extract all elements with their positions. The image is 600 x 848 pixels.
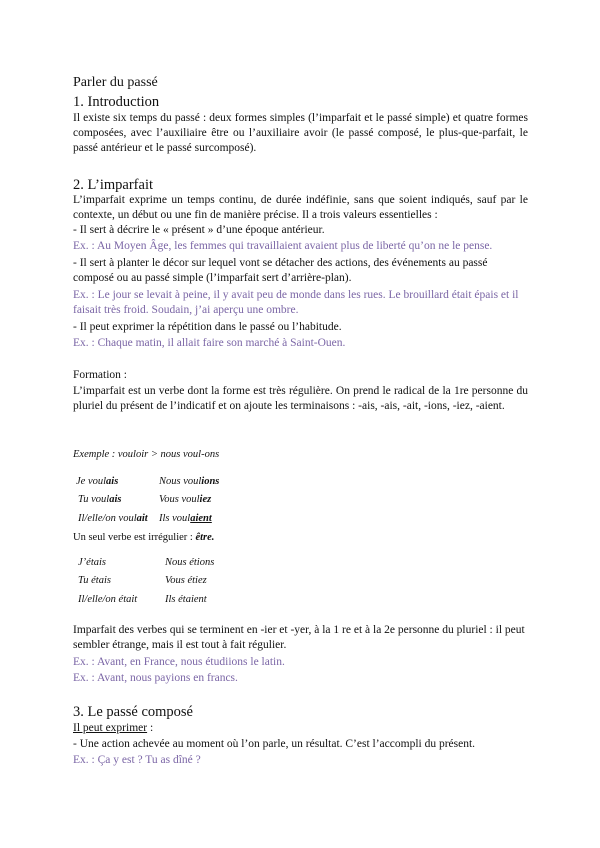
etre-vous: Vous étiez [165, 575, 207, 586]
can-express-label: Il peut exprimer [73, 722, 148, 734]
formation-label: Formation : [73, 369, 127, 381]
document-page: Parler du passé 1. Introduction Il existe six temps du passé : deux formes simples (l’imparfait et le passé simple) et quatre formes composées, avec l’auxiliaire être ou l’auxiliaire avoir (le passé composé, le plus-que-parfait, le passé antérieur et le passé surcomposé). 2. L’imparfait L’imparfait exprime un temps continu, de durée indéfinie, sans que soient indiqués, sauf par le contexte, un début ou une fin de manière précise. Il a trois valeurs essentielles : - Il sert à décrire le « présent » d’une époque antérieur. Ex. : Au Moyen Âge, les femmes qui travaillaient avaient plus de liberté qu’on ne le pense. - Il sert à planter le décor sur lequel vont se détacher des actions, des événements au passé composé ou au passé simple (l’imparfait sert d’arrière-plan). Ex. : Le jour se levait à peine, il y avait peu de monde dans les rues. Le brouillard était épais et il faisait très froid. Soudain, j’ai aperçu une ombre. - Il peut exprimer la répétition dans le passé ou l’habitude. Ex. : Chaque matin, il allait faire son marché à Saint-Ouen. Formation : L’imparfait est un verbe dont la forme est très régulière. On prend le radical de la 1re personne du pluriel du présent de l’indicatif et on ajoute les terminaisons : -ais, -ais, -ait, -ions, -iez, -aient. Exemple : vouloir > nous voul-ons Je voulais Nous voulions Tu voulais Vous vouliez Il/elle/on voulait Ils voulaient Un seul verbe est irrégulier : être. J’étais Nous étions Tu étais Vous étiez Il/elle/on était Ils étaient Imparfait des verbes qui se terminent en -ier et -yer, à la 1 re et à la 2e personne du pluriel : il peut sembler étrange, mais il est tout à fait régulier. Ex. : Avant, en France, nous étudiions le latin. Ex. : Avant, nous payions en francs. 3. Le passé composé Il peut exprimer : - Une action achevée au moment où l’on parle, un résultat. C’est l’accompli du présent. Ex. : Ça y est ? Tu as dîné ? [0, 0, 600, 848]
etre-tu: Tu étais [78, 575, 111, 586]
ier-example-1: Ex. : Avant, en France, nous étudiions le latin. [73, 656, 285, 668]
imparfait-intro: L’imparfait exprime un temps continu, de durée indéfinie, sans que soient indiqués, sauf par le contexte, un début ou une fin de manière précise. Il a trois valeurs essentielles : [73, 194, 528, 222]
etre-il: Il/elle/on était [78, 594, 138, 605]
vouloir-je: Je voulais [76, 476, 119, 487]
imparfait-example-3: Ex. : Chaque matin, il allait faire son marché à Saint-Ouen. [73, 337, 346, 349]
imparfait-use-2: - Il sert à planter le décor sur lequel vont se détacher des actions, des événements au passé composé ou au passé simple (l’imparfait sert d’arrière-plan). [73, 257, 488, 285]
page-title: Parler du passé [73, 75, 158, 90]
imparfait-example-1: Ex. : Au Moyen Âge, les femmes qui travaillaient avaient plus de liberté qu’on ne le pense. [73, 240, 493, 252]
ier-example-2: Ex. : Avant, nous payions en francs. [73, 672, 238, 684]
passe-compose-use-1: - Une action achevée au moment où l’on parle, un résultat. C’est l’accompli du présent. [73, 738, 476, 750]
etre-nous: Nous étions [165, 557, 215, 568]
etre-ils: Ils étaient [165, 594, 207, 605]
heading-introduction: 1. Introduction [73, 94, 160, 110]
vouloir-vous: Vous vouliez [159, 494, 212, 505]
vouloir-il: Il/elle/on voulait [78, 513, 148, 524]
vouloir-conjugation-table [73, 470, 273, 530]
heading-passe-compose: 3. Le passé composé [73, 704, 193, 720]
passe-compose-can-express: Il peut exprimer : [73, 722, 154, 734]
heading-imparfait: 2. L’imparfait [73, 177, 153, 193]
formation-paragraph: L’imparfait est un verbe dont la forme est très régulière. On prend le radical de la 1re personne du pluriel du présent de l’indicatif et on ajoute les terminaisons : -ais, -ais, -ait, -ions, -iez, -aient. [73, 385, 528, 413]
vouloir-tu: Tu voulais [78, 494, 122, 505]
vouloir-ils: Ils voulaient [159, 513, 212, 524]
vouloir-nous: Nous voulions [159, 476, 220, 487]
example-vouloir-label: Exemple : vouloir > nous voul-ons [73, 449, 220, 460]
passe-compose-example-1: Ex. : Ça y est ? Tu as dîné ? [73, 754, 201, 766]
irregular-verb: être. [195, 532, 215, 543]
imparfait-use-3: - Il peut exprimer la répétition dans le passé ou l’habitude. [73, 321, 342, 333]
imparfait-use-1: - Il sert à décrire le « présent » d’une époque antérieur. [73, 224, 325, 236]
etre-je: J’étais [78, 557, 106, 568]
etre-conjugation-table [73, 551, 293, 611]
ier-yer-paragraph: Imparfait des verbes qui se terminent en -ier et -yer, à la 1 re et à la 2e personne du pluriel : il peut sembler étrange, mais il est tout à fait régulier. [73, 624, 525, 652]
imparfait-example-2: Ex. : Le jour se levait à peine, il y avait peu de monde dans les rues. Le brouillard était épais et il faisait très froid. Soudain, j’ai aperçu une ombre. [73, 289, 519, 317]
intro-paragraph: Il existe six temps du passé : deux formes simples (l’imparfait et le passé simple) et quatre formes composées, avec l’auxiliaire être ou l’auxiliaire avoir (le passé composé, le plus-que-parfait, le passé antérieur et le passé surcomposé). [73, 112, 528, 155]
